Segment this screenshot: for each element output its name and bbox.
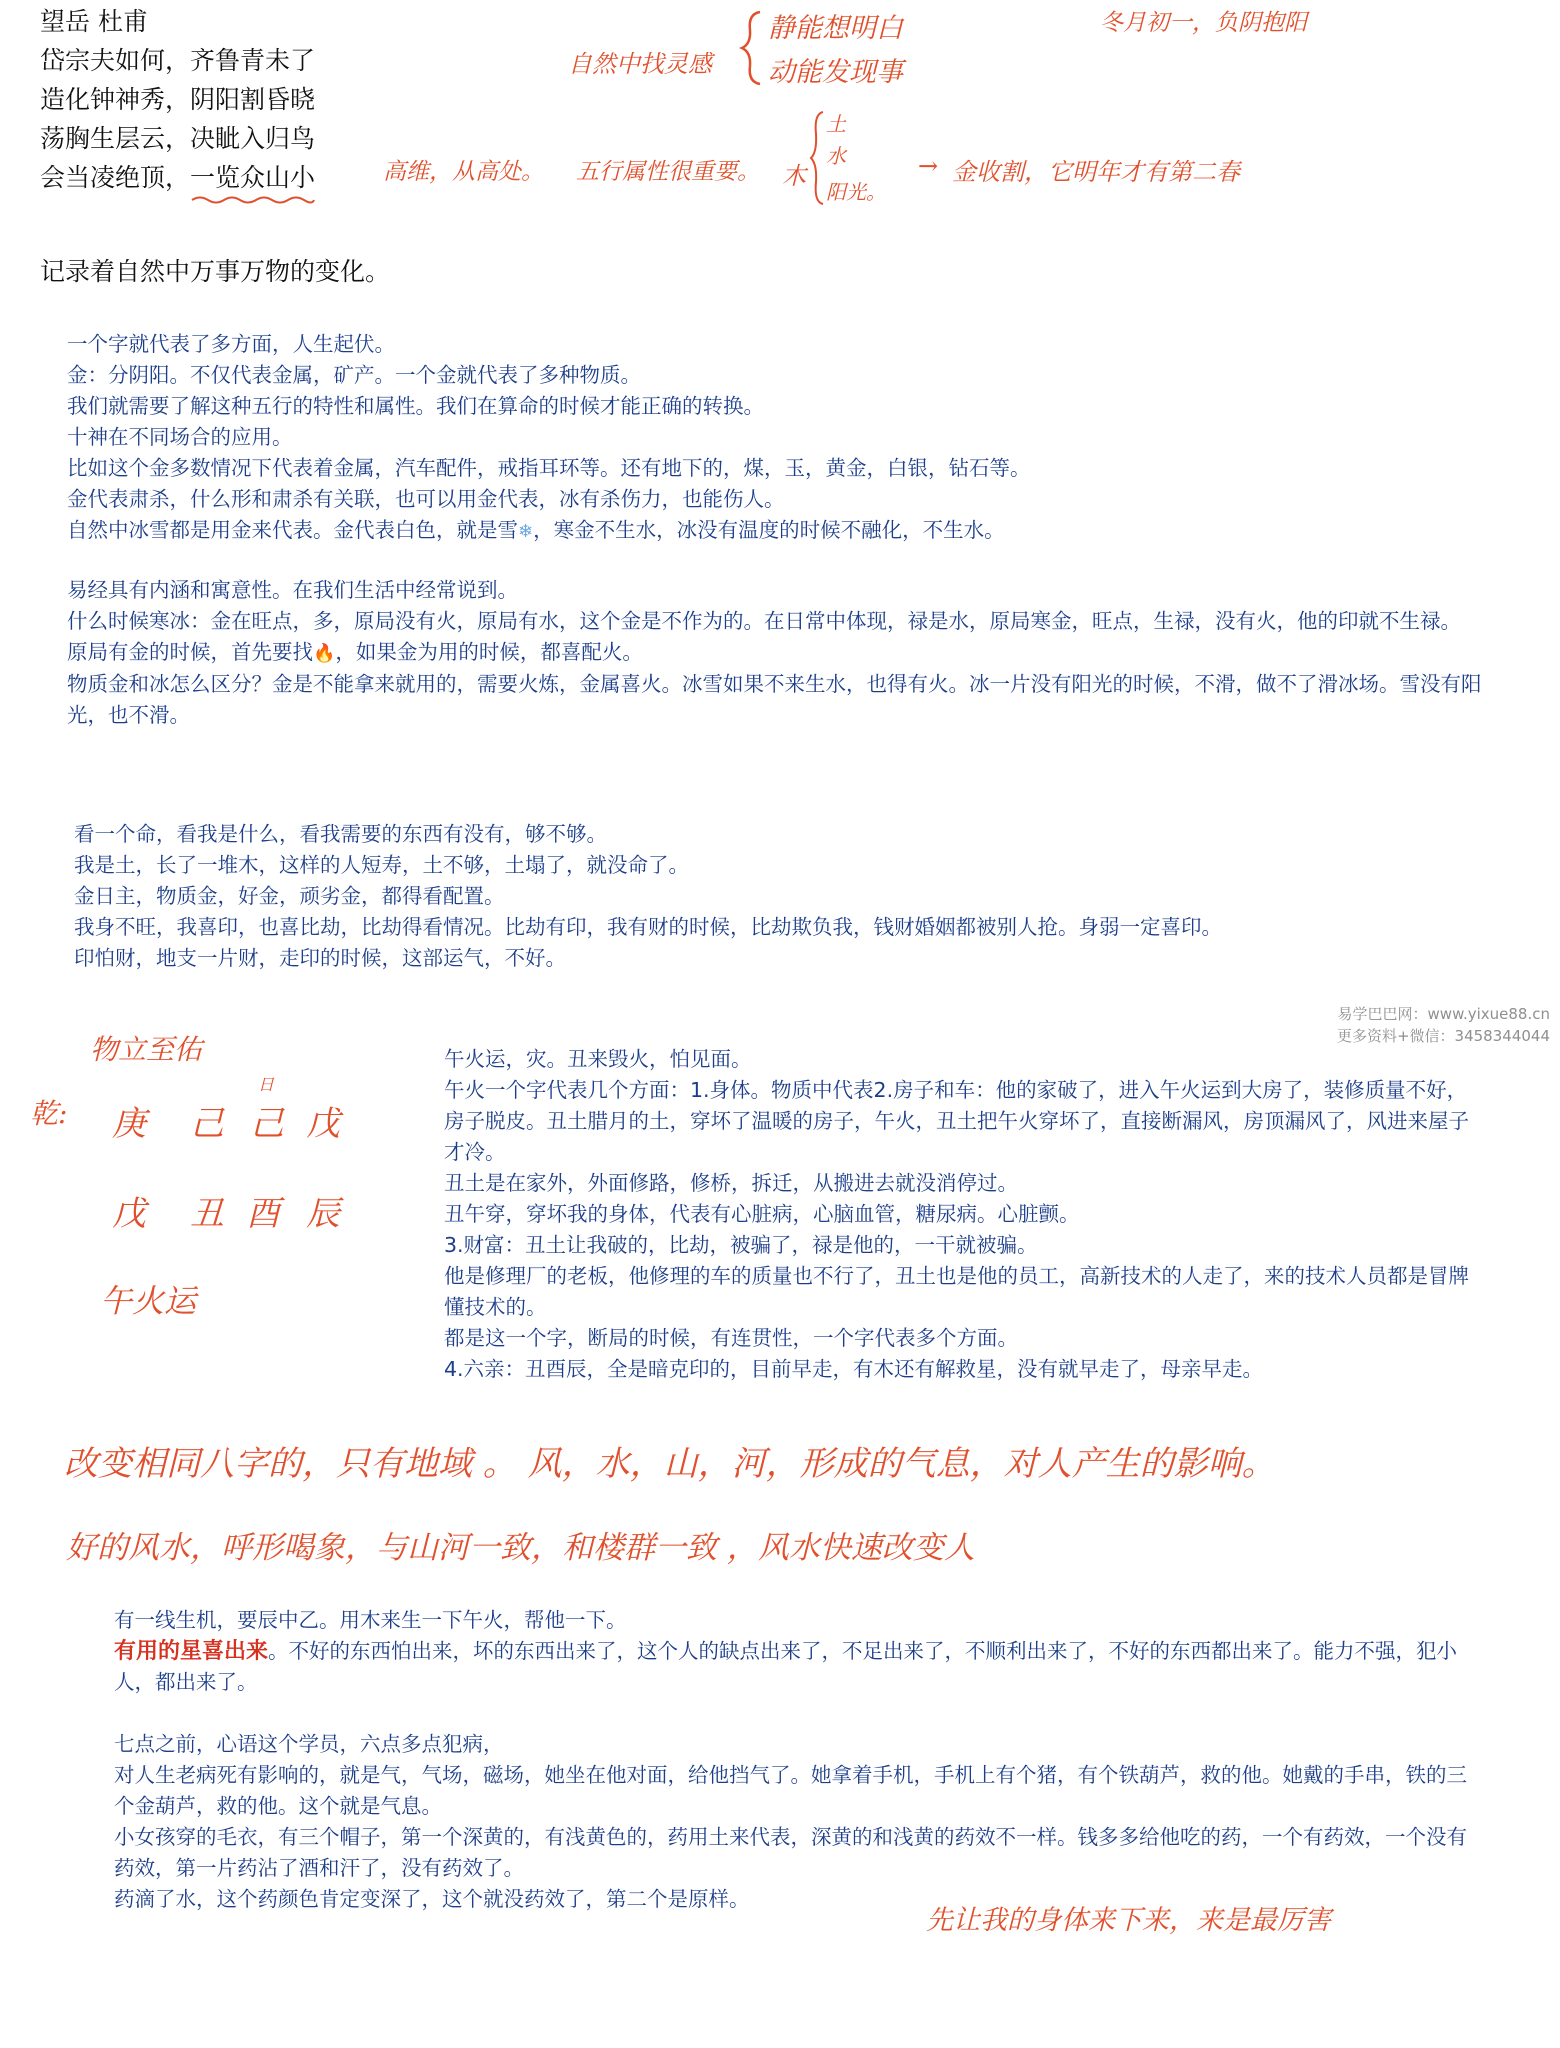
text-block-hanbing (67, 575, 1487, 731)
branch-char: 丑 (190, 1194, 224, 1234)
note-nature: 自然中找灵感 (568, 50, 712, 78)
poem-highlight (190, 158, 315, 197)
paragraph: 比如这个金多数情况下代表着金属，汽车配件，戒指耳环等。还有地下的，煤，玉，黄金，白银，钻石等。 (67, 456, 1031, 480)
arrow-icon: → (918, 152, 939, 180)
poem-line-text: 会当凌绝顶， (40, 163, 191, 192)
note-qian: 乾: (30, 1097, 68, 1130)
paragraph: 午火运，灾。丑来毁火，怕见面。 (444, 1047, 752, 1071)
paragraph: 都是这一个字，断局的时候，有连贯性，一个字代表多个方面。 (444, 1326, 1018, 1350)
branch-char: 辰 (306, 1194, 340, 1234)
note-body: 先让我的身体来下来，来是最厉害 (926, 1905, 1331, 1936)
note-wood: 木 (782, 162, 806, 190)
section-heading: 记录着自然中万事万物的变化。 (40, 257, 391, 286)
paragraph-text: 。不好的东西怕出来，坏的东西出来了，这个人的缺点出来了，不足出来了，不顺利出来了，不好的东西都出来了。能力不强，犯小人，都出来了。 (114, 1639, 1458, 1694)
paragraph: 3.财富：丑土让我破的，比劫，被骗了，禄是他的，一干就被骗。 (444, 1233, 1038, 1257)
poem-title: 望岳 杜甫 (40, 7, 148, 36)
note-ri: 日 (258, 1075, 275, 1094)
paragraph: 一个字就代表了多方面，人生起伏。 (67, 332, 395, 356)
poem-highlight-text: 一览众山小 (190, 163, 316, 192)
paragraph: 看一个命，看我是什么，看我需要的东西有没有，够不够。 (74, 822, 607, 846)
stem-char: 己 (250, 1104, 284, 1144)
note-wood-item: 土 (826, 112, 846, 136)
paragraph: 易经具有内涵和寓意性。在我们生活中经常说到。 (67, 578, 518, 602)
paragraph: 他是修理厂的老板，他修理的车的质量也不行了，丑土也是他的员工，高新技术的人走了，来的技术人员都是冒牌懂技术的。 (444, 1264, 1469, 1319)
paragraph: 药滴了水，这个药颜色肯定变深了，这个就没药效了，第二个是原样。 (114, 1887, 750, 1911)
paragraph: 十神在不同场合的应用。 (67, 425, 293, 449)
watermark-line: 易学巴巴网：www.yixue88.cn (1337, 1005, 1550, 1023)
watermark-line: 更多资料+微信：3458344044 (1336, 1027, 1550, 1045)
paragraph: 有一线生机，要辰中乙。用木来生一下午火，帮他一下。 (114, 1608, 627, 1632)
paragraph: 丑午穿，穿坏我的身体，代表有心脏病，心脑血管，糖尿病。心脏颤。 (444, 1202, 1080, 1226)
note-winter: 冬月初一，负阴抱阳 (1100, 10, 1307, 36)
stem-char: 戊 (306, 1104, 340, 1144)
paragraph: 4.六亲：丑酉辰，全是暗克印的，目前早走，有木还有解救星，没有就早走了，母亲早走。 (444, 1357, 1264, 1381)
branch-char: 酉 (246, 1194, 280, 1234)
paragraph: 七点之前，心语这个学员，六点多点犯病， (114, 1732, 504, 1756)
stem-char: 己 (190, 1104, 224, 1144)
paragraph-text: ，如果金为用的时候，都喜配火。 (335, 640, 643, 664)
highlight-text: 有用的星喜出来 (114, 1639, 269, 1664)
note-still: 静能想明白 (768, 13, 903, 44)
paragraph: 对人生老病死有影响的，就是气，气场，磁场，她坐在他对面，给他挡气了。她拿着手机，手机上有个猪，有个铁葫芦，救的他。她戴的手串，铁的三个金葫芦，救的他。这个就是气息。 (114, 1763, 1467, 1818)
paragraph: 印怕财，地支一片财，走印的时候，这部运气，不好。 (74, 946, 566, 970)
branch-char: 戊 (112, 1194, 146, 1234)
snowflake-icon: ❄ (518, 521, 534, 542)
note-high: 高维，从高处。 (383, 159, 544, 185)
text-block-jin (67, 329, 1487, 547)
brace-icon (738, 8, 764, 88)
paragraph (114, 1636, 1474, 1698)
paragraph: 午火一个字代表几个方面：1.身体。物质中代表2.房子和车：他的家破了，进入午火运到大房了，装修质量不好，房子脱皮。丑土腊月的土，穿坏了温暖的房子，午火，丑土把午火穿坏了，直接断漏风，房顶漏风了，风进来屋子才冷。 (444, 1078, 1469, 1164)
text-block-qixi (114, 1729, 1474, 1915)
paragraph: 小女孩穿的毛衣，有三个帽子，第一个深黄的，有浅黄色的，药用土来代表，深黄的和浅黄的药效不一样。钱多多给他吃的药，一个有药效，一个没有药效，第一片药沾了酒和汗了，没有药效了。 (114, 1825, 1467, 1880)
note-goodfs: 好的风水，呼形喝象，与山河一致，和楼群一致 ，风水快速改变人 (66, 1530, 975, 1566)
paragraph: 金日主，物质金，好金，顽劣金，都得看配置。 (74, 884, 505, 908)
poem-line: 造化钟神秀，阴阳割昏晓 (40, 85, 316, 114)
poem-line: 岱宗夫如何，齐鲁青未了 (40, 46, 316, 75)
fire-icon: 🔥 (313, 643, 336, 664)
paragraph: 金代表肃杀，什么形和肃杀有关联，也可以用金代表，冰有杀伤力，也能伤人。 (67, 487, 785, 511)
note-wood-item: 阳光。 (826, 180, 886, 204)
note-wood-item: 水 (826, 144, 846, 168)
note-wuhuo: 午火运 (100, 1282, 197, 1320)
text-block-wuhuo (444, 1044, 1474, 1385)
note-jinshou: 金收割，它明年才有第二春 (952, 158, 1240, 186)
note-wuli: 物立至佑 (90, 1033, 203, 1066)
paragraph: 金：分阴阳。不仅代表金属，矿产。一个金就代表了多种物质。 (67, 363, 641, 387)
note-change: 改变相同八字的，只有地域 。 风，水，山，河，形成的气息，对人产生的影响。 (64, 1444, 1276, 1484)
paragraph: 我是土，长了一堆木，这样的人短寿，土不够，土塌了，就没命了。 (74, 853, 689, 877)
paragraph (67, 515, 1487, 547)
stem-char: 庚 (112, 1104, 146, 1144)
paragraph-text: 自然中冰雪都是用金来代表。金代表白色，就是雪 (67, 518, 518, 542)
watermark (1337, 1003, 1550, 1047)
text-block-shengji (114, 1605, 1474, 1698)
poem-line: 荡胸生层云，决眦入归鸟 (40, 124, 316, 153)
note-move: 动能发现事 (768, 57, 903, 88)
paragraph: 什么时候寒冰：金在旺点，多，原局没有火，原局有水，这个金是不作为的。在日常中体现，禄是水，原局寒金，旺点，生禄，没有火，他的印就不生禄。 (67, 609, 1461, 633)
brace-icon (808, 108, 826, 208)
paragraph: 丑土是在家外，外面修路，修桥，拆迁，从搬进去就没消停过。 (444, 1171, 1018, 1195)
paragraph-text: 原局有金的时候，首先要找 (67, 640, 313, 664)
note-wuxing: 五行属性很重要。 (576, 159, 760, 185)
paragraph: 我们就需要了解这种五行的特性和属性。我们在算命的时候才能正确的转换。 (67, 394, 764, 418)
wavy-underline (190, 195, 315, 205)
paragraph (67, 637, 1487, 669)
text-block-kanming (74, 819, 1494, 974)
paragraph: 物质金和冰怎么区分？金是不能拿来就用的，需要火炼，金属喜火。冰雪如果不来生水，也得有火。冰一片没有阳光的时候，不滑，做不了滑冰场。雪没有阳光，也不滑。 (67, 672, 1482, 727)
paragraph: 我身不旺，我喜印，也喜比劫，比劫得看情况。比劫有印，我有财的时候，比劫欺负我，钱财婚姻都被别人抢。身弱一定喜印。 (74, 915, 1222, 939)
paragraph-text: ，寒金不生水，冰没有温度的时候不融化，不生水。 (533, 518, 1005, 542)
